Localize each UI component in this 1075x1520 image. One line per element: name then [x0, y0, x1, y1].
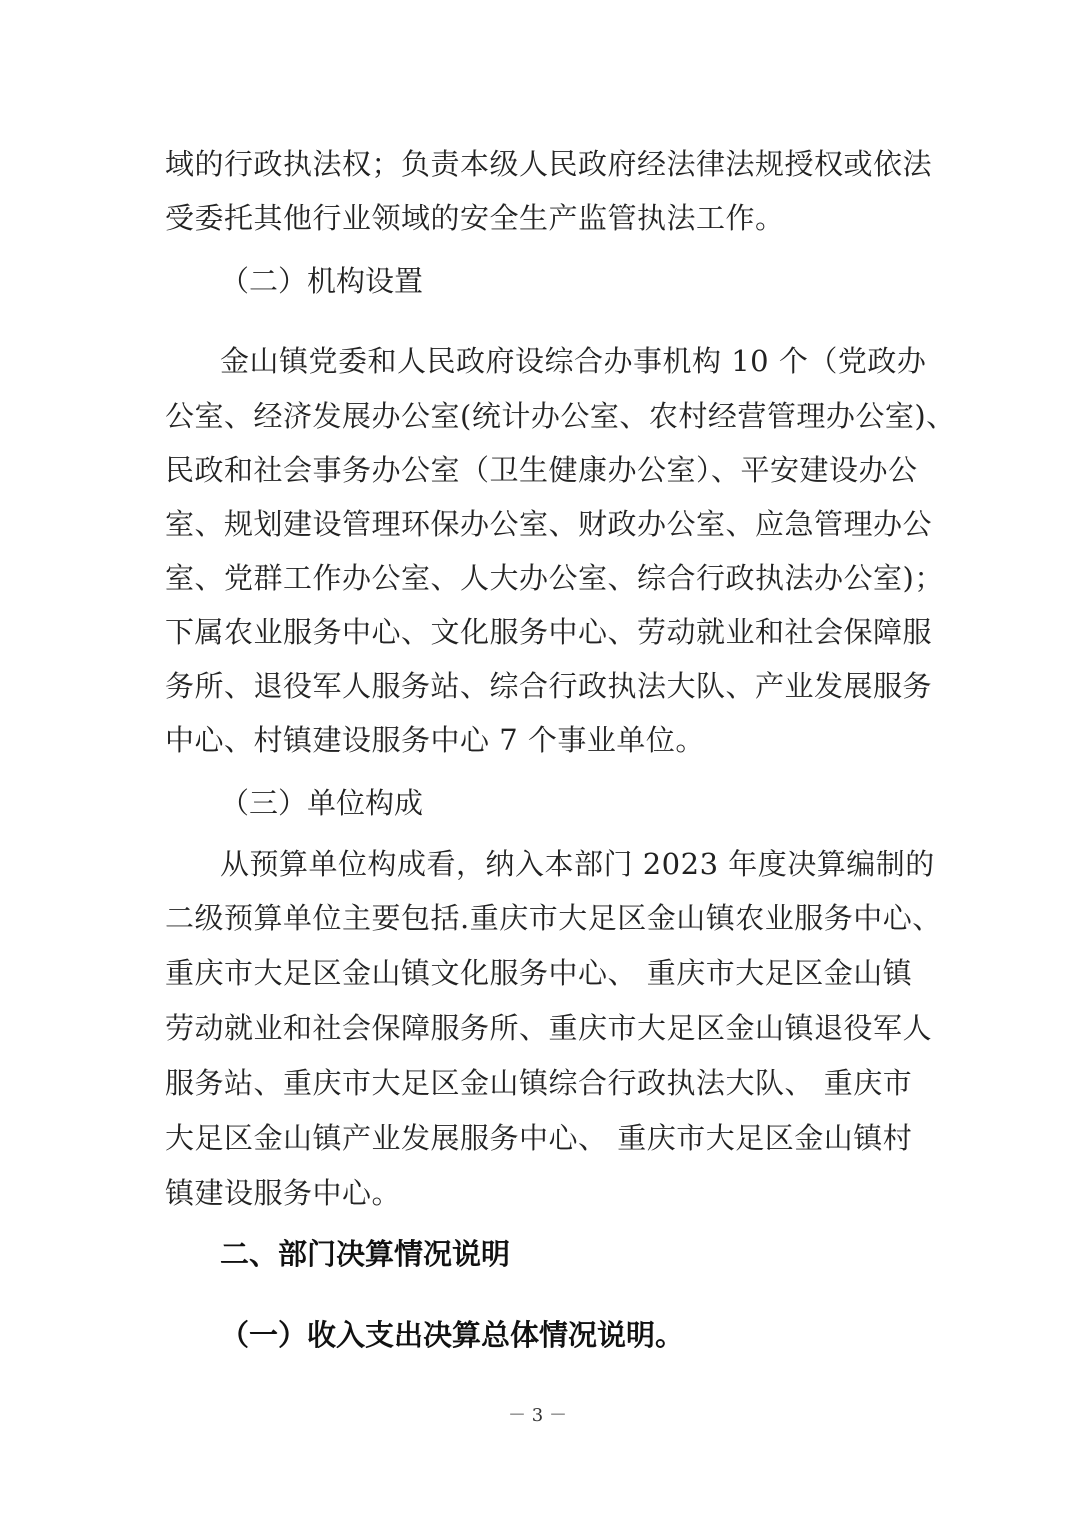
paragraph-line: 受委托其他行业领域的安全生产监管执法工作。: [165, 201, 785, 235]
paragraph-line: 镇建设服务中心。: [165, 1176, 402, 1210]
paragraph-line: 民政和社会事务办公室（卫生健康办公室）、平安建设办公: [165, 453, 918, 487]
paragraph-line: 二级预算单位主要包括.重庆市大足区金山镇农业服务中心、: [165, 901, 942, 935]
paragraph-line: 大足区金山镇产业发展服务中心、 重庆市大足区金山镇村: [165, 1121, 913, 1155]
paragraph-line: 服务站、重庆市大足区金山镇综合行政执法大队、 重庆市: [165, 1066, 913, 1100]
paragraph-line: 域的行政执法权；负责本级人民政府经法律法规授权或依法: [165, 147, 933, 181]
paragraph-line: 从预算单位构成看，纳入本部门 2023 年度决算编制的: [220, 847, 935, 881]
page-number: － 3 －: [508, 1405, 567, 1426]
section-title-departmental-accounts: 二、部门决算情况说明: [220, 1237, 511, 1271]
paragraph-line: 务所、退役军人服务站、综合行政执法大队、产业发展服务: [165, 669, 933, 703]
paragraph-line: 室、党群工作办公室、人大办公室、综合行政执法办公室)；: [165, 561, 944, 595]
section-heading-org: （二）机构设置: [220, 264, 424, 298]
paragraph-line: 中心、村镇建设服务中心 7 个事业单位。: [165, 723, 705, 757]
paragraph-line: 重庆市大足区金山镇文化服务中心、 重庆市大足区金山镇: [165, 956, 913, 990]
paragraph-line: 劳动就业和社会保障服务所、重庆市大足区金山镇退役军人: [165, 1011, 933, 1045]
paragraph-line: 公室、经济发展办公室(统计办公室、农村经营管理办公室)、: [165, 399, 956, 433]
subsection-heading-income-expenditure: （一）收入支出决算总体情况说明。: [220, 1318, 685, 1352]
section-heading-units: （三）单位构成: [220, 786, 424, 820]
paragraph-line: 下属农业服务中心、文化服务中心、劳动就业和社会保障服: [165, 615, 933, 649]
paragraph-line: 金山镇党委和人民政府设综合办事机构 10 个（党政办: [220, 344, 927, 378]
paragraph-line: 室、规划建设管理环保办公室、财政办公室、应急管理办公: [165, 507, 933, 541]
